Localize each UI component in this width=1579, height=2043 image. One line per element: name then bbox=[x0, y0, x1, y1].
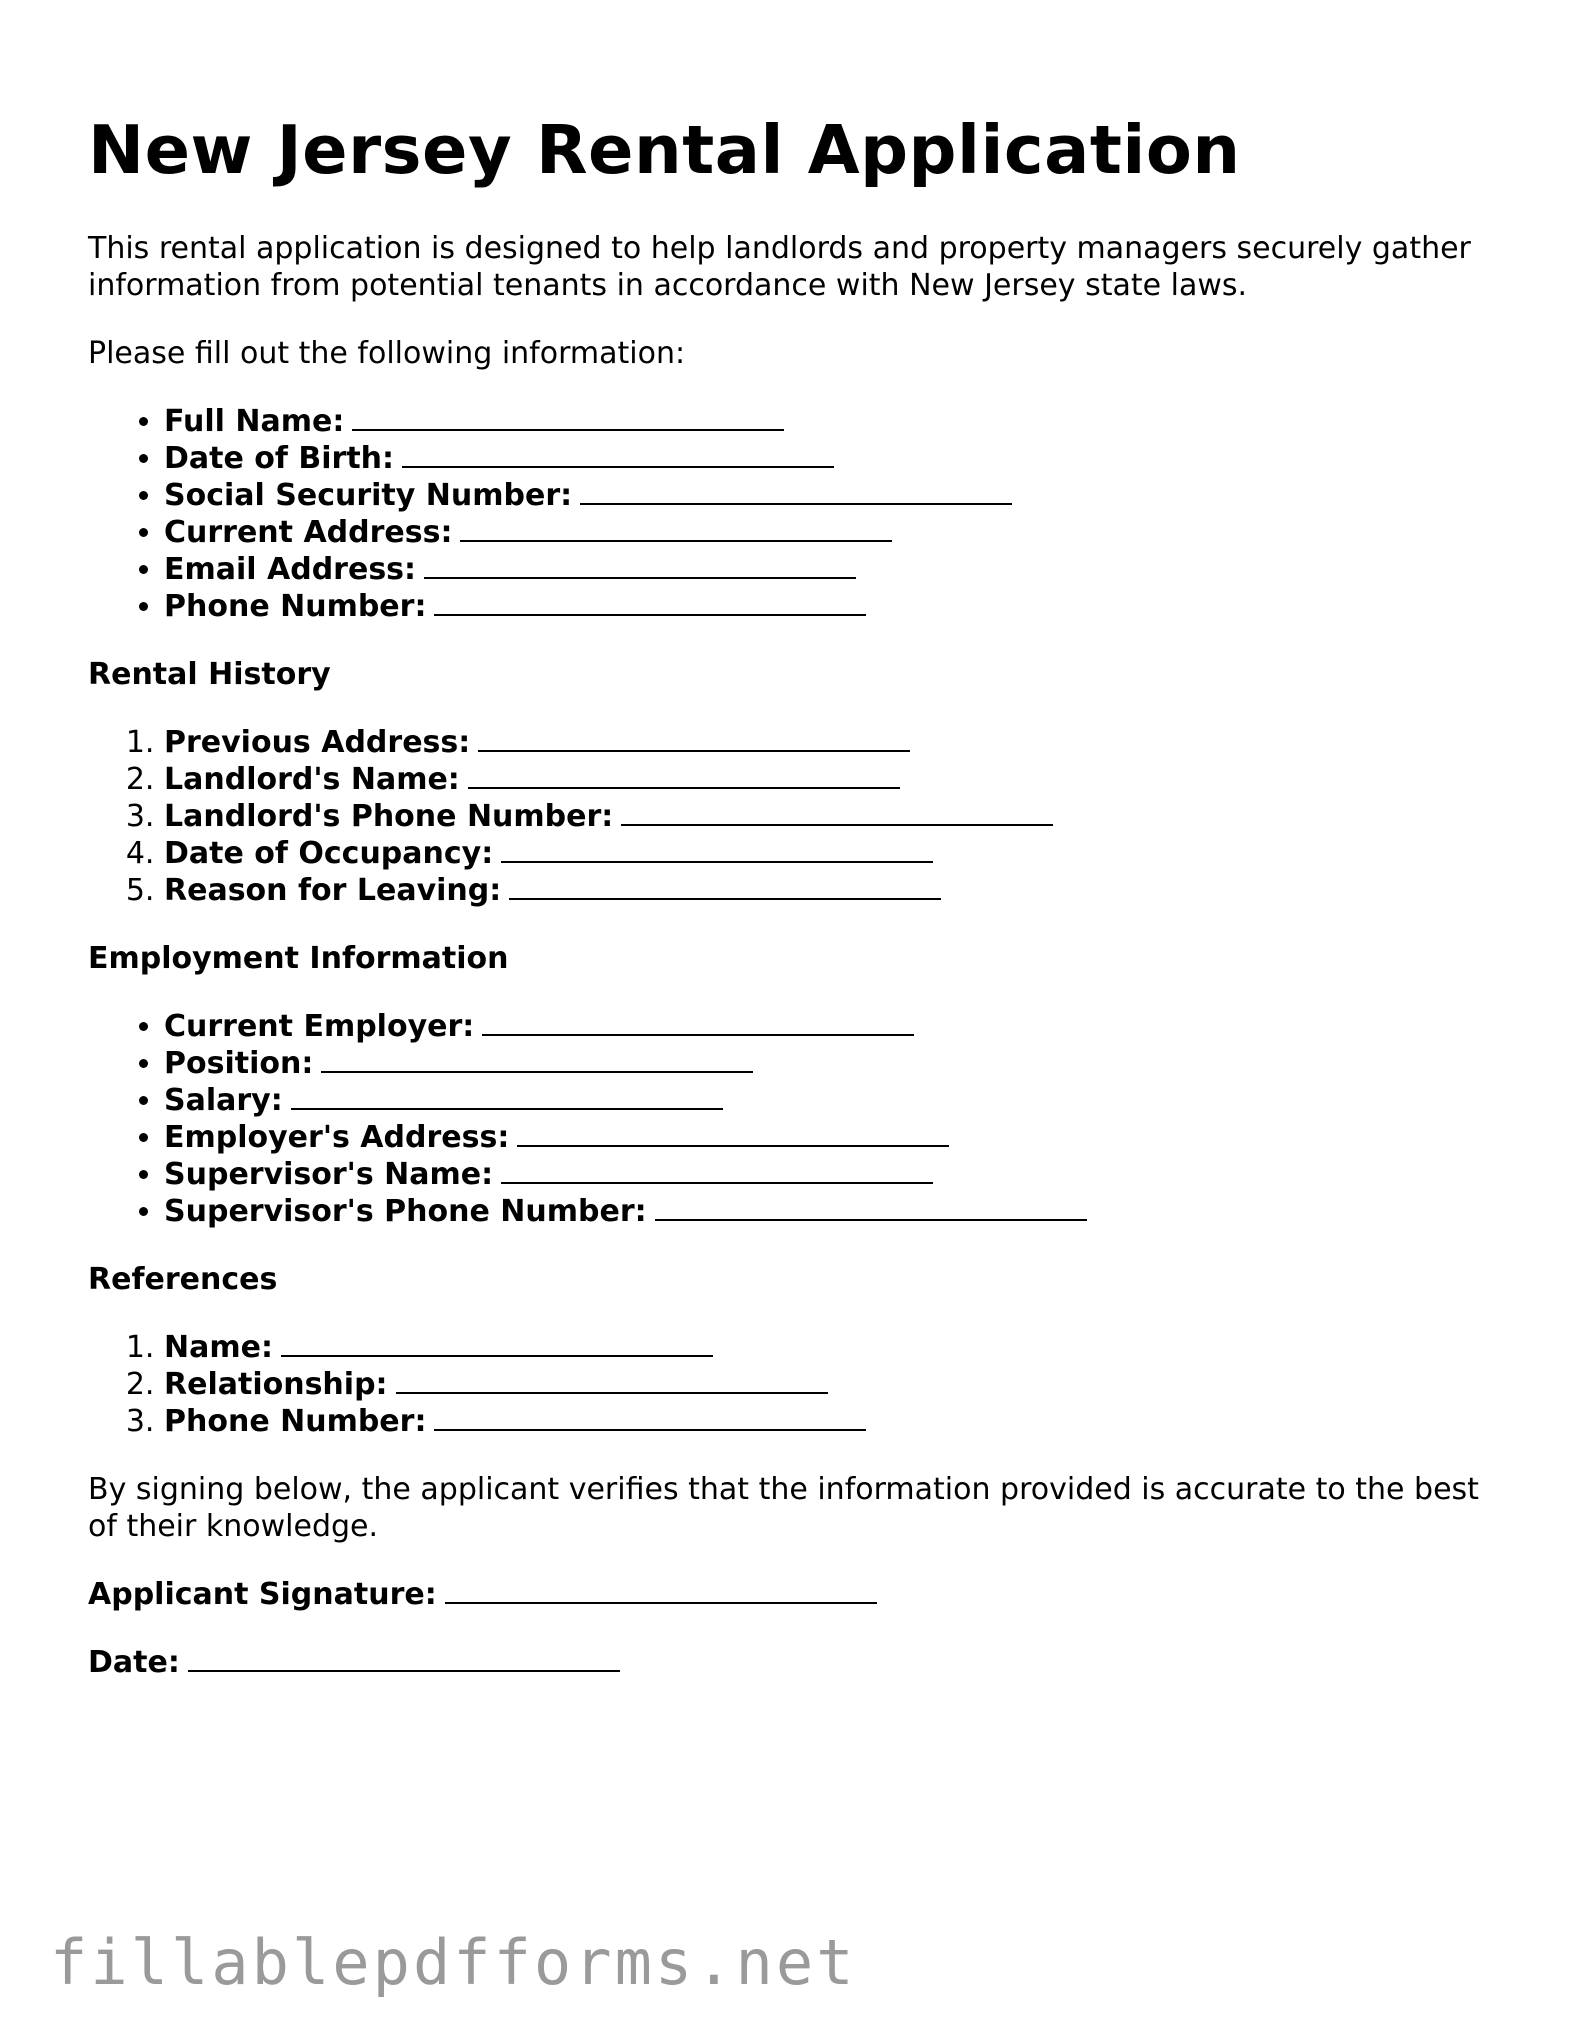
field-label: Name: bbox=[164, 1330, 273, 1365]
field-label: Landlord's Phone Number: bbox=[164, 799, 614, 834]
list-item bbox=[164, 477, 1508, 514]
phone-field[interactable] bbox=[434, 588, 866, 616]
list-item bbox=[164, 872, 1508, 909]
reason-for-leaving-field[interactable] bbox=[509, 872, 941, 900]
supervisor-phone-field[interactable] bbox=[655, 1193, 1087, 1221]
list-item bbox=[164, 1403, 1508, 1440]
date-row bbox=[88, 1644, 1508, 1681]
intro-paragraph: This rental application is designed to help landlords and property managers securely gather information from potential tenants in accordance with New Jersey state laws. bbox=[88, 231, 1471, 303]
landlord-name-field[interactable] bbox=[468, 761, 900, 789]
date-of-birth-field[interactable] bbox=[402, 440, 834, 468]
field-label: Supervisor's Name: bbox=[164, 1157, 494, 1192]
field-label: Position: bbox=[164, 1046, 314, 1081]
list-item bbox=[164, 835, 1508, 872]
document-page bbox=[88, 108, 1508, 1712]
employment-list bbox=[88, 1008, 1508, 1230]
field-label: Phone Number: bbox=[164, 589, 427, 624]
list-item bbox=[164, 440, 1508, 477]
salary-field[interactable] bbox=[291, 1082, 723, 1110]
signature-row bbox=[88, 1576, 1508, 1613]
list-item bbox=[164, 551, 1508, 588]
landlord-phone-field[interactable] bbox=[621, 798, 1053, 826]
field-label: Landlord's Name: bbox=[164, 762, 460, 797]
field-label: Reason for Leaving: bbox=[164, 873, 502, 908]
page-title: New Jersey Rental Application bbox=[88, 111, 1241, 189]
field-label: Date of Birth: bbox=[164, 441, 395, 476]
signature-field[interactable] bbox=[445, 1576, 877, 1604]
field-label: Employer's Address: bbox=[164, 1120, 510, 1155]
list-item bbox=[164, 1329, 1508, 1366]
watermark-text: fillablepdfforms.net bbox=[50, 1926, 857, 1999]
employer-address-field[interactable] bbox=[517, 1119, 949, 1147]
list-item bbox=[164, 724, 1508, 761]
list-item bbox=[164, 1119, 1508, 1156]
full-name-field[interactable] bbox=[352, 403, 784, 431]
list-item bbox=[164, 1193, 1508, 1230]
previous-address-field[interactable] bbox=[478, 724, 910, 752]
signature-label: Applicant Signature: bbox=[88, 1577, 437, 1612]
list-item bbox=[164, 1366, 1508, 1403]
reference-name-field[interactable] bbox=[281, 1329, 713, 1357]
field-label: Current Address: bbox=[164, 515, 453, 550]
field-label: Current Employer: bbox=[164, 1009, 475, 1044]
reference-phone-field[interactable] bbox=[434, 1403, 866, 1431]
current-employer-field[interactable] bbox=[482, 1008, 914, 1036]
field-label: Previous Address: bbox=[164, 725, 471, 760]
list-item bbox=[164, 798, 1508, 835]
date-label: Date: bbox=[88, 1645, 180, 1680]
field-label: Relationship: bbox=[164, 1367, 388, 1402]
list-item bbox=[164, 1008, 1508, 1045]
list-item bbox=[164, 1156, 1508, 1193]
field-label: Full Name: bbox=[164, 404, 345, 439]
list-item bbox=[164, 514, 1508, 551]
date-field[interactable] bbox=[188, 1644, 620, 1672]
position-field[interactable] bbox=[321, 1045, 753, 1073]
field-label: Email Address: bbox=[164, 552, 417, 587]
employment-heading: Employment Information bbox=[88, 941, 509, 976]
ssn-field[interactable] bbox=[580, 477, 1012, 505]
field-label: Supervisor's Phone Number: bbox=[164, 1194, 647, 1229]
list-item bbox=[164, 761, 1508, 798]
references-list bbox=[88, 1329, 1508, 1440]
personal-info-list bbox=[88, 403, 1508, 625]
reference-relationship-field[interactable] bbox=[396, 1366, 828, 1394]
list-item bbox=[164, 403, 1508, 440]
instruction-text: Please fill out the following information: bbox=[88, 336, 686, 371]
verification-text: By signing below, the applicant verifies that the information provided is accurate to the best of their knowledge. bbox=[88, 1472, 1479, 1544]
field-label: Social Security Number: bbox=[164, 478, 573, 513]
field-label: Phone Number: bbox=[164, 1404, 427, 1439]
supervisor-name-field[interactable] bbox=[501, 1156, 933, 1184]
date-of-occupancy-field[interactable] bbox=[501, 835, 933, 863]
references-heading: References bbox=[88, 1262, 278, 1297]
list-item bbox=[164, 1082, 1508, 1119]
list-item bbox=[164, 588, 1508, 625]
current-address-field[interactable] bbox=[460, 514, 892, 542]
list-item bbox=[164, 1045, 1508, 1082]
email-field[interactable] bbox=[424, 551, 856, 579]
field-label: Date of Occupancy: bbox=[164, 836, 494, 871]
rental-history-list bbox=[88, 724, 1508, 909]
rental-history-heading: Rental History bbox=[88, 657, 331, 692]
field-label: Salary: bbox=[164, 1083, 283, 1118]
